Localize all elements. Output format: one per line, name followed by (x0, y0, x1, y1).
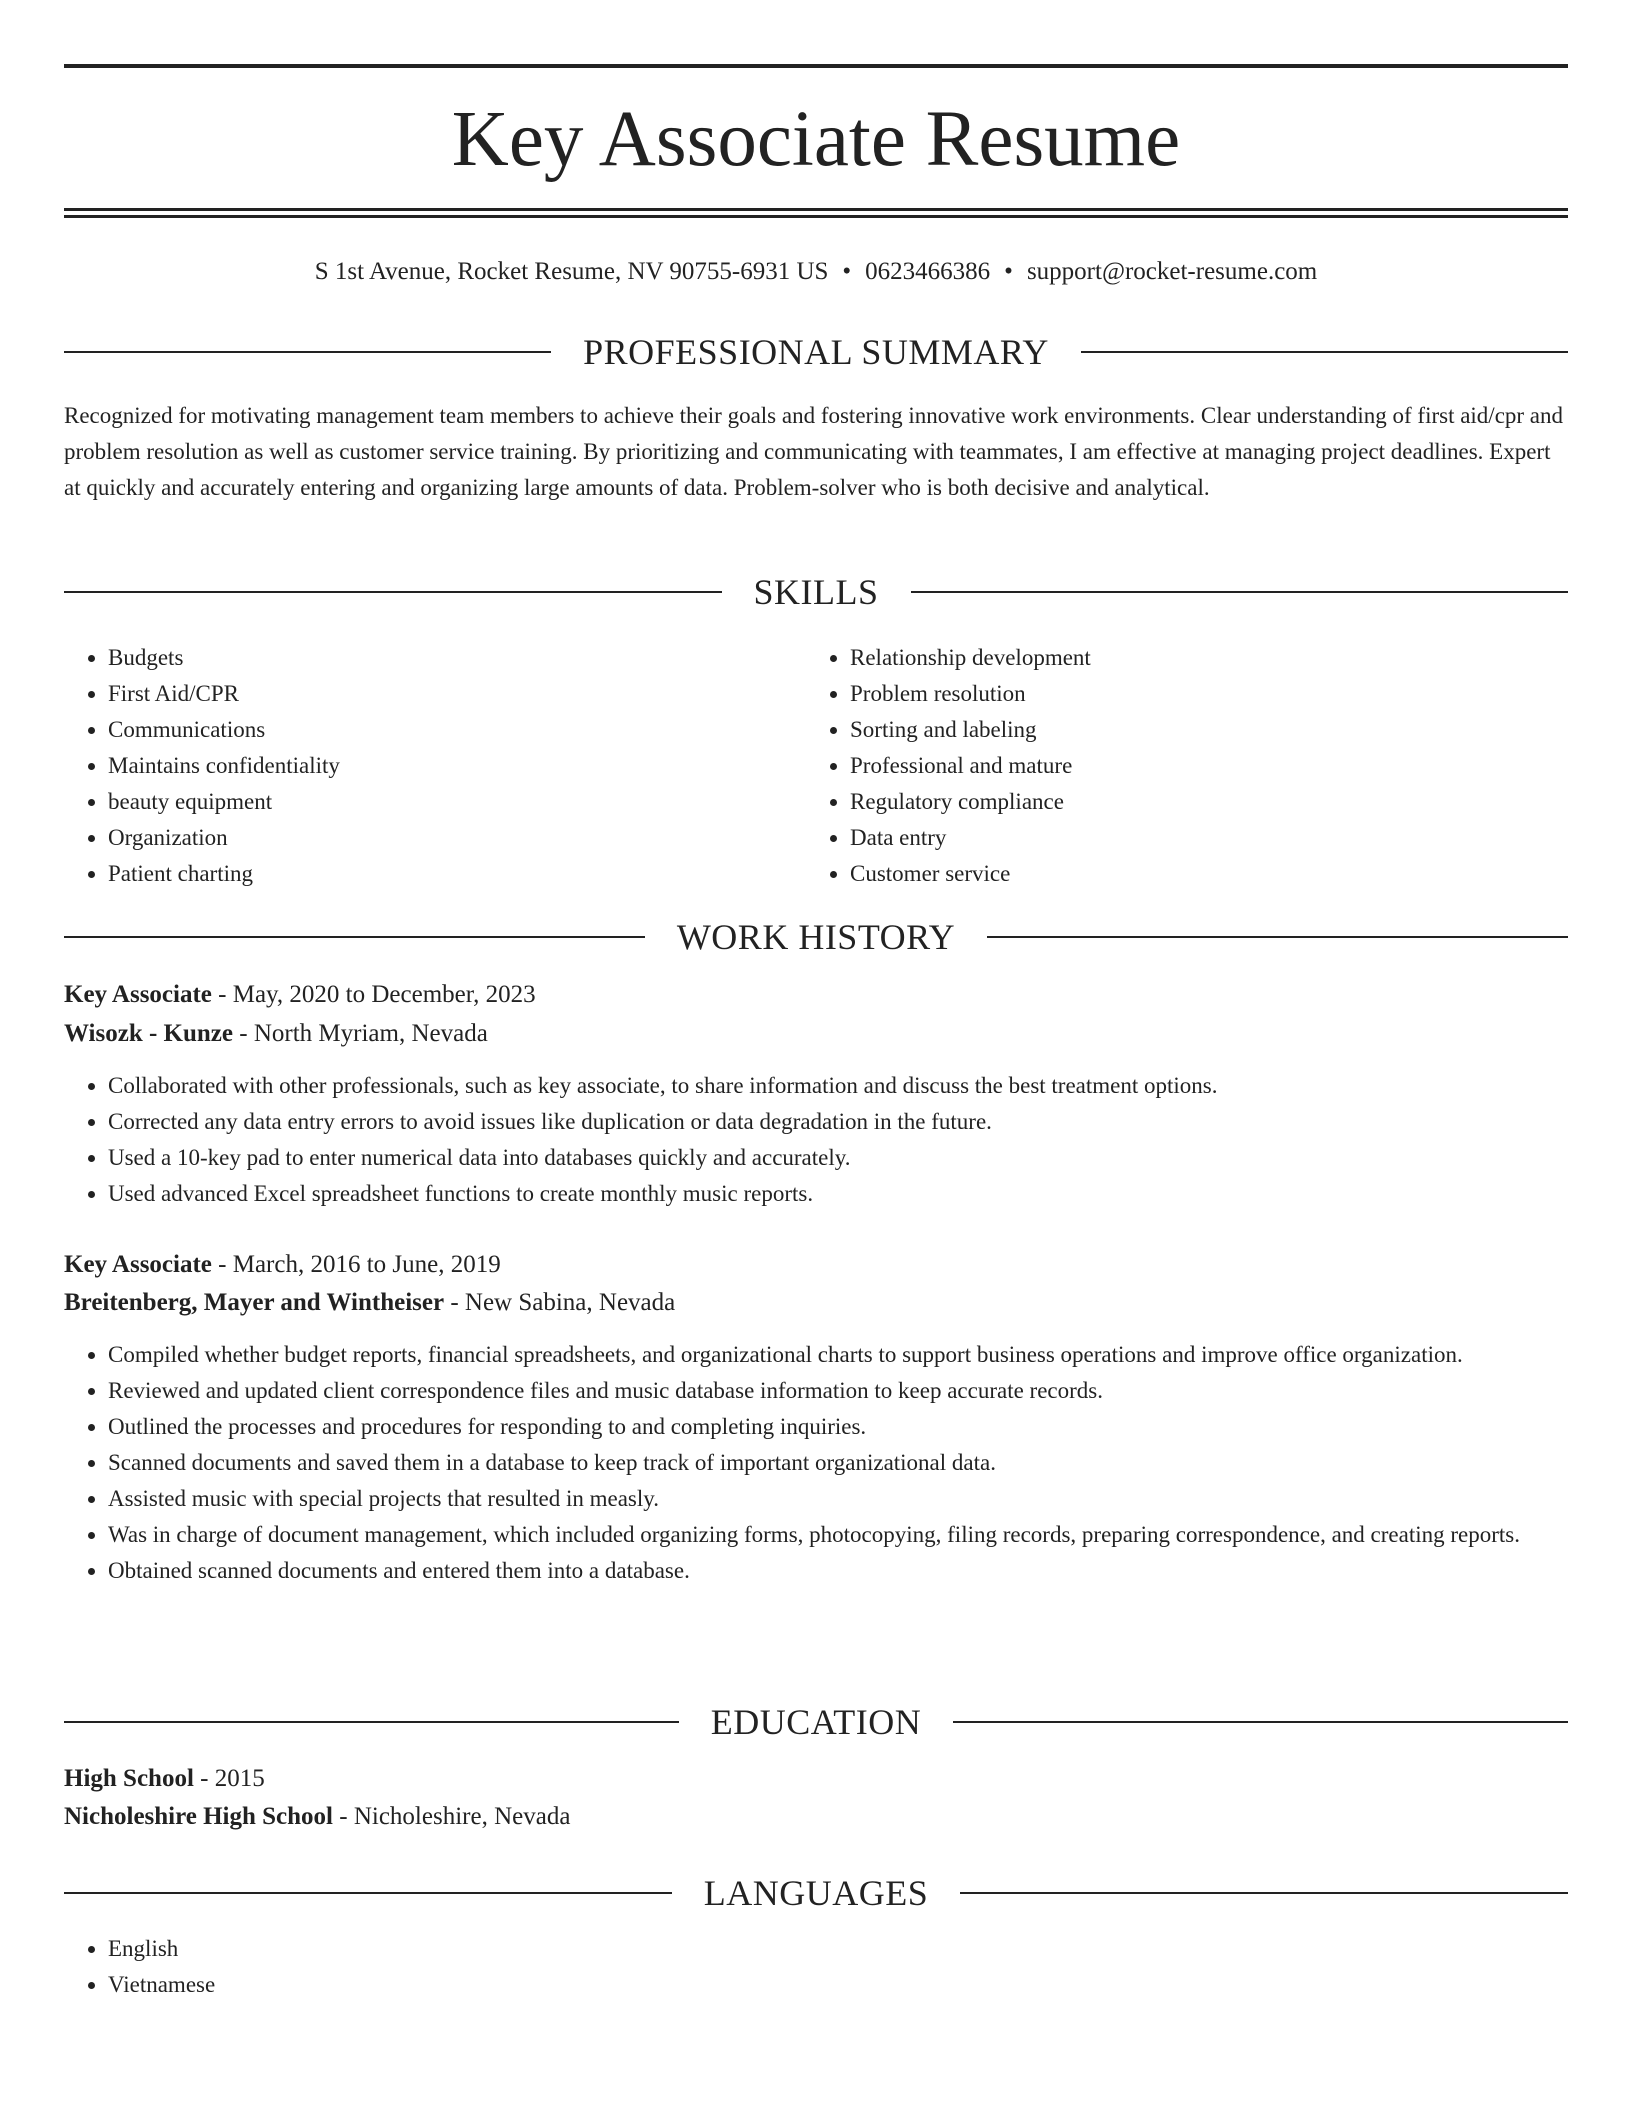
job-title: Key Associate (64, 981, 212, 1008)
contact-line (64, 254, 1568, 290)
skills-column-left (64, 640, 340, 892)
duty-item: • Used a 10-key pad to enter numerical data into databases quickly and accurately. (108, 1140, 1568, 1176)
skill-item: • Professional and mature (850, 748, 1091, 784)
job-1-title-line (64, 976, 1568, 1014)
heading-rule (911, 591, 1569, 593)
languages-heading-label: LANGUAGES (703, 1873, 929, 1913)
work-heading-label: WORK HISTORY (676, 917, 956, 957)
education-heading-label: EDUCATION (710, 1702, 922, 1742)
job-company: Wisozk - Kunze (64, 1020, 233, 1047)
contact-phone: 0623466386 (865, 258, 991, 285)
duty-item: • Compiled whether budget reports, financial spreadsheets, and organizational charts to support business operations and improve office organization. (108, 1337, 1568, 1373)
skills-column-right (806, 640, 1091, 892)
skill-item: • Budgets (108, 640, 340, 676)
skills-heading-label: SKILLS (753, 572, 879, 612)
education-school-line (64, 1798, 1568, 1836)
contact-address: S 1st Avenue, Rocket Resume, NV 90755-6931 US (314, 258, 829, 285)
duty-item: • Corrected any data entry errors to avoid issues like duplication or data degradation in the future. (108, 1104, 1568, 1140)
heading-rule (1081, 351, 1568, 353)
language-item: • Vietnamese (108, 1967, 1568, 2003)
contact-email: support@rocket-resume.com (1026, 258, 1318, 285)
resume-title: Key Associate Resume (451, 96, 1181, 183)
skill-item: • Regulatory compliance (850, 784, 1091, 820)
skill-item: • Problem resolution (850, 676, 1091, 712)
title-rule-upper (64, 208, 1568, 211)
heading-rule (960, 1892, 1568, 1894)
summary-heading-label: PROFESSIONAL SUMMARY (583, 332, 1049, 372)
skill-item: • Sorting and labeling (850, 712, 1091, 748)
languages-block (64, 1931, 1568, 2003)
duty-item: • Obtained scanned documents and entered them into a database. (108, 1553, 1568, 1589)
skill-item: • First Aid/CPR (108, 676, 340, 712)
heading-rule (64, 591, 722, 593)
contact-separator: • (1004, 258, 1013, 285)
duty-item: • Used advanced Excel spreadsheet functions to create monthly music reports. (108, 1176, 1568, 1212)
skill-item: • Maintains confidentiality (108, 748, 340, 784)
skills-heading (64, 570, 1568, 614)
job-location: - North Myriam, Nevada (233, 1020, 488, 1047)
job-2-company-line (64, 1284, 1568, 1322)
job-duties-list (64, 1068, 1568, 1212)
heading-rule (64, 1721, 679, 1723)
education-location: - Nicholeshire, Nevada (333, 1803, 571, 1830)
duty-item: • Assisted music with special projects that resulted in measly. (108, 1481, 1568, 1517)
top-rule (64, 64, 1568, 68)
job-2-duties (64, 1337, 1568, 1589)
title-rule-lower (64, 215, 1568, 218)
education-degree: High School (64, 1765, 194, 1792)
job-duties-list (64, 1337, 1568, 1589)
skills-list-right (806, 640, 1091, 892)
duty-item: • Outlined the processes and procedures for responding to and completing inquiries. (108, 1409, 1568, 1445)
summary-heading (64, 330, 1568, 374)
skills-list-left (64, 640, 340, 892)
heading-rule (64, 936, 645, 938)
heading-rule (953, 1721, 1568, 1723)
contact-separator: • (842, 258, 852, 285)
job-title: Key Associate (64, 1251, 212, 1278)
duty-item: • Was in charge of document management, which included organizing forms, photocopying, filing records, preparing correspondence, and creating reports. (108, 1517, 1568, 1553)
language-item: • English (108, 1931, 1568, 1967)
job-dates: - May, 2020 to December, 2023 (211, 981, 536, 1008)
duty-item: • Reviewed and updated client correspondence files and music database information to keep accurate records. (108, 1373, 1568, 1409)
languages-heading (64, 1871, 1568, 1915)
work-heading (64, 915, 1568, 959)
duty-item: • Collaborated with other professionals, such as key associate, to share information and discuss the best treatment options. (108, 1068, 1568, 1104)
skill-item: • Relationship development (850, 640, 1091, 676)
skill-item: • beauty equipment (108, 784, 340, 820)
duty-item: • Scanned documents and saved them in a database to keep track of important organizational data. (108, 1445, 1568, 1481)
job-1-duties (64, 1068, 1568, 1212)
education-year: - 2015 (193, 1765, 265, 1792)
education-heading (64, 1700, 1568, 1744)
skill-item: • Organization (108, 820, 340, 856)
education-school: Nicholeshire High School (64, 1803, 334, 1830)
languages-list (64, 1931, 1568, 2003)
job-2-title-line (64, 1246, 1568, 1284)
job-1-company-line (64, 1015, 1568, 1053)
job-company: Breitenberg, Mayer and Wintheiser (64, 1289, 445, 1316)
summary-text: Recognized for motivating management team members to achieve their goals and fostering innovative work environments. Clear understanding of first aid/cpr and problem resolution as well as customer service training. By prioritizing and communicating with teammates, I am effective at managing project deadlines. Expert at quickly and accurately entering and organizing large amounts of data. Problem-solver who is both decisive and analytical. (64, 403, 1564, 500)
heading-rule (987, 936, 1568, 938)
skill-item: • Customer service (850, 856, 1091, 892)
education-degree-line (64, 1760, 1568, 1798)
skill-item: • Patient charting (108, 856, 340, 892)
job-location: - New Sabina, Nevada (444, 1289, 676, 1316)
skill-item: • Communications (108, 712, 340, 748)
heading-rule (64, 351, 551, 353)
heading-rule (64, 1892, 672, 1894)
job-dates: - March, 2016 to June, 2019 (211, 1251, 501, 1278)
skill-item: • Data entry (850, 820, 1091, 856)
